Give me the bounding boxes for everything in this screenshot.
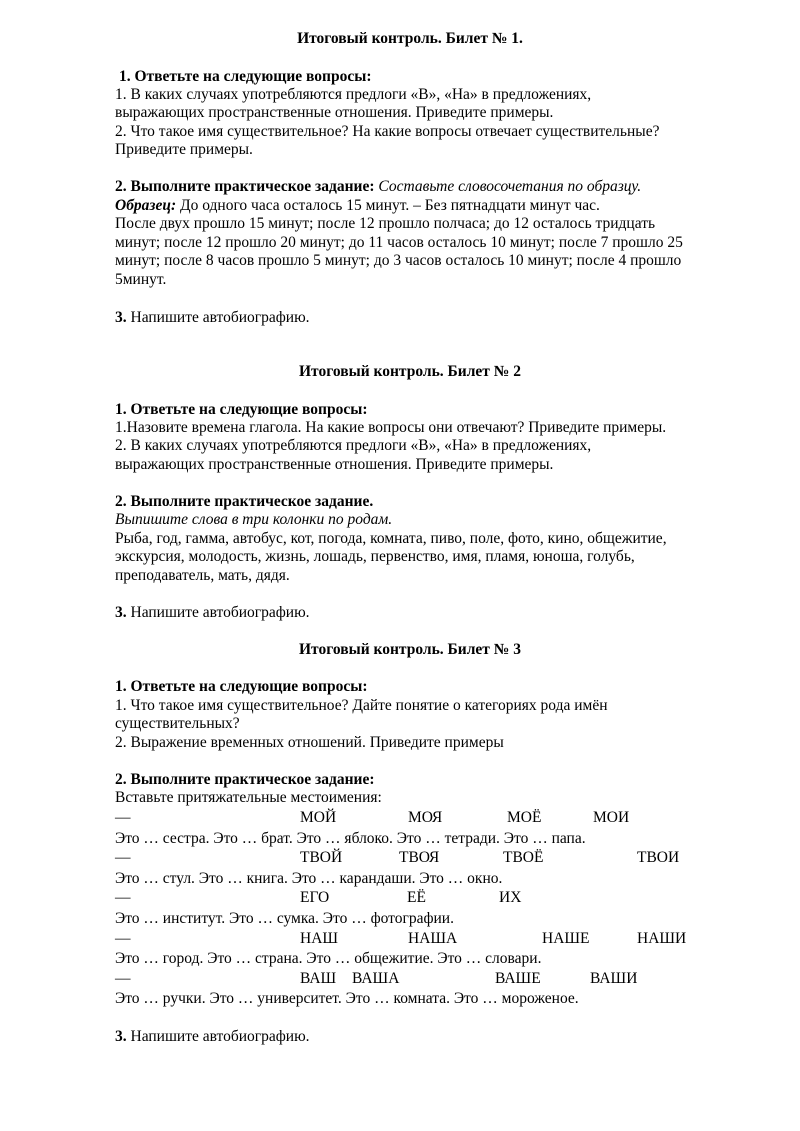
ticket-1-q2-line: После двух прошло 15 минут; после 12 прошло полчаса; до 12 осталось тридцать: [115, 215, 656, 232]
ticket-1-q1-heading: 1. Ответьте на следующие вопросы:: [119, 68, 372, 85]
ticket-1-q1-line: 2. Что такое имя существительное? На какие вопросы отвечает существительные?: [115, 123, 660, 140]
pronoun: ВАШЕ: [495, 970, 541, 987]
ticket-2-q1-heading: 1. Ответьте на следующие вопросы:: [115, 401, 368, 418]
pronoun: ТВОЯ: [399, 849, 440, 866]
dash: —: [115, 970, 131, 987]
ticket-3-q1-line: 1. Что такое имя существительное? Дайте понятие о категориях рода имён: [115, 697, 608, 714]
ticket-3-q1-item2-number: 2.: [115, 734, 127, 751]
ticket-1-q3-number: 3.: [115, 309, 127, 326]
pronoun: НАШ: [300, 930, 339, 947]
ticket-1-title: Итоговый контроль. Билет № 1.: [297, 30, 523, 47]
ticket-2-q2-instruction: Выпишите слова в три колонки по родам.: [115, 511, 393, 528]
ticket-2-q2-line: Рыба, год, гамма, автобус, кот, погода, комната, пиво, поле, фото, кино, общежитие,: [115, 530, 667, 547]
ticket-3-q1-item2-text: Выражение временных отношений. Приведите примеры: [126, 734, 504, 751]
ticket-1-q2-line: минут; после 8 часов прошло 5 минут; до 3 часов осталось 10 минут; после 4 прошло: [115, 252, 682, 269]
ticket-1-q2-heading: 2. Выполните практическое задание:: [115, 178, 375, 195]
ticket-1-sample-label: Образец:: [115, 197, 177, 214]
exercise-sentence: Это … сестра. Это … брат. Это … яблоко. Это … тетради. Это … папа.: [115, 830, 586, 847]
pronoun: ЕГО: [300, 889, 330, 906]
ticket-3-q1-item2: [115, 734, 504, 752]
ticket-3-q3-text: Напишите автобиографию.: [130, 1028, 310, 1045]
ticket-1-q3-text: Напишите автобиографию.: [130, 309, 310, 326]
ticket-2-q1-line: выражающих пространственные отношения. Приведите примеры.: [115, 456, 554, 473]
exercise-sentence: Это … институт. Это … сумка. Это … фотографии.: [115, 910, 454, 927]
ticket-2-q1-line: 2. В каких случаях употребляются предлоги «В», «На» в предложениях,: [115, 437, 592, 454]
pronoun: ТВОЙ: [300, 849, 343, 866]
ticket-2-q2-line: экскурсия, молодость, жизнь, лошадь, первенство, имя, пламя, юноша, голубь,: [115, 548, 635, 565]
pronoun: МОЁ: [507, 809, 542, 826]
exercise-sentence: Это … стул. Это … книга. Это … карандаши. Это … окно.: [115, 870, 503, 887]
ticket-1-sample-text: До одного часа осталось 15 минут. – Без пятнадцати минут час.: [180, 197, 600, 214]
ticket-3-q2-heading: 2. Выполните практическое задание:: [115, 771, 375, 788]
pronoun: ВАША: [352, 970, 400, 987]
ticket-2-q2-line: преподаватель, мать, дядя.: [115, 567, 290, 584]
pronoun: НАШЕ: [542, 930, 590, 947]
dash: —: [115, 849, 131, 866]
ticket-3-q2-instruction: Вставьте притяжательные местоимения:: [115, 789, 382, 806]
ticket-1-q2-heading-line: [115, 178, 641, 196]
dash: —: [115, 809, 131, 826]
pronoun: НАША: [408, 930, 458, 947]
ticket-2-q3-number: 3.: [115, 604, 127, 621]
ticket-3-q1-line: существительных?: [115, 715, 240, 732]
ticket-1-q1-line: 1. В каких случаях употребляются предлоги «В», «На» в предложениях,: [115, 86, 592, 103]
ticket-1-q2-instruction: Составьте словосочетания по образцу.: [378, 178, 642, 195]
ticket-1-q3: [115, 309, 310, 327]
dash: —: [115, 889, 131, 906]
pronoun: НАШИ: [637, 930, 687, 947]
pronoun: МОИ: [593, 809, 630, 826]
exercise-sentence: Это … город. Это … страна. Это … общежитие. Это … словари.: [115, 950, 542, 967]
ticket-3-q3: [115, 1028, 310, 1046]
pronoun: ВАШИ: [590, 970, 638, 987]
pronoun: ЕЁ: [407, 889, 426, 906]
pronoun: ВАШ: [300, 970, 337, 987]
ticket-1-q1-line: выражающих пространственные отношения. Приведите примеры.: [115, 104, 554, 121]
ticket-1-q2-line: 5минут.: [115, 271, 167, 288]
ticket-2-q3-text: Напишите автобиографию.: [130, 604, 310, 621]
ticket-3-q1-heading: 1. Ответьте на следующие вопросы:: [115, 678, 368, 695]
ticket-2-q1-line: 1.Назовите времена глагола. На какие вопросы они отвечают? Приведите примеры.: [115, 419, 667, 436]
ticket-1-q2-line: минут; после 12 прошло 20 минут; до 11 часов осталось 10 минут; после 7 прошло 25: [115, 234, 683, 251]
pronoun: МОЯ: [408, 809, 443, 826]
ticket-2-title: Итоговый контроль. Билет № 2: [299, 363, 521, 380]
ticket-1-q1-line: Приведите примеры.: [115, 141, 253, 158]
pronoun: МОЙ: [300, 809, 337, 826]
pronoun: ИХ: [499, 889, 522, 906]
pronoun: ТВОЁ: [503, 849, 544, 866]
ticket-2-q3: [115, 604, 310, 622]
exercise-sentence: Это … ручки. Это … университет. Это … комната. Это … мороженое.: [115, 990, 579, 1007]
ticket-1-sample-line: [115, 197, 600, 215]
pronoun: ТВОИ: [637, 849, 680, 866]
dash: —: [115, 930, 131, 947]
ticket-3-title: Итоговый контроль. Билет № 3: [299, 641, 521, 658]
ticket-3-q3-number: 3.: [115, 1028, 127, 1045]
ticket-2-q2-heading: 2. Выполните практическое задание.: [115, 493, 374, 510]
